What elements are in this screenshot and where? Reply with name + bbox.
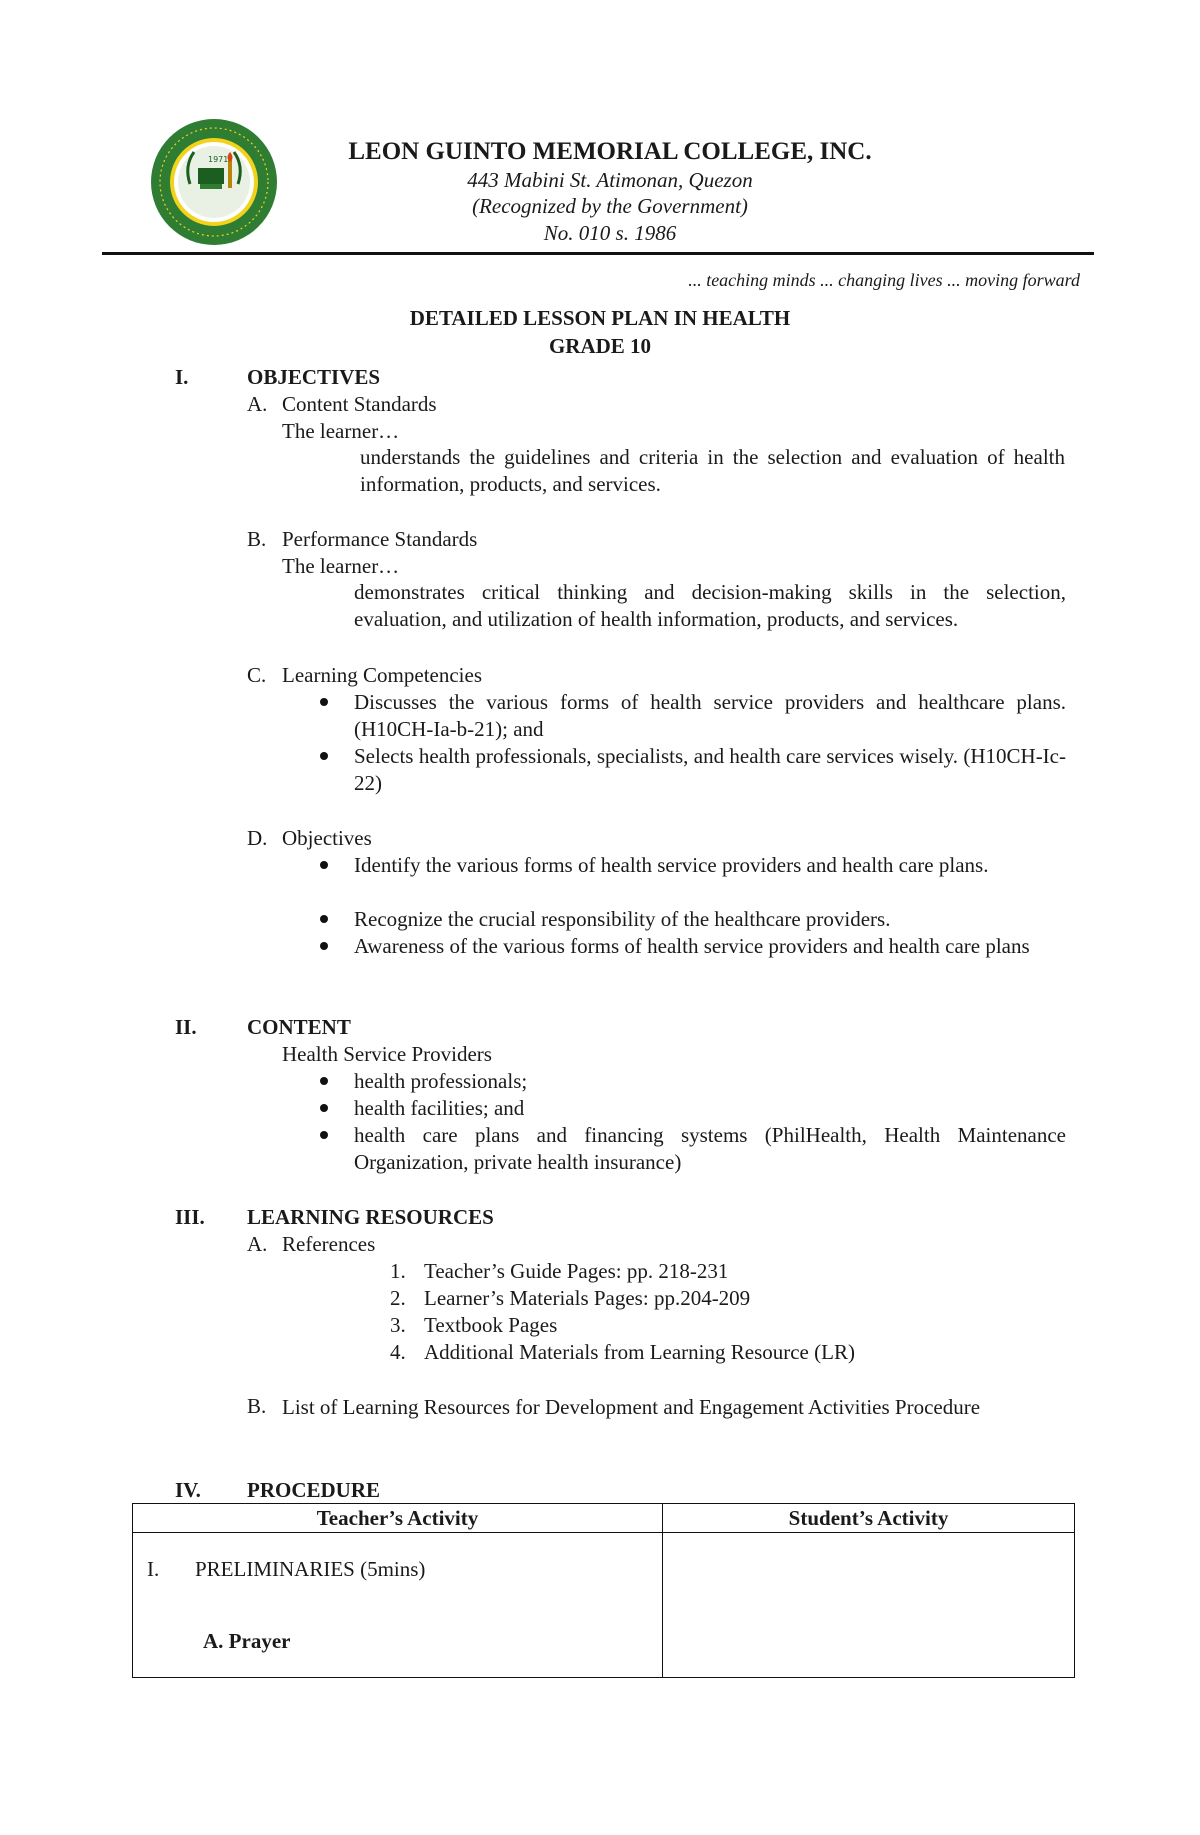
objective-item: Identify the various forms of health service providers and health care plans.	[354, 852, 1066, 879]
objective-item: Awareness of the various forms of health service providers and health care plans	[354, 933, 1066, 960]
item-letter: D.	[247, 826, 268, 850]
section-numeral: III.	[175, 1205, 205, 1229]
item-letter: C.	[247, 663, 267, 687]
row-numeral: I.	[147, 1557, 160, 1581]
learning-competencies-label: Learning Competencies	[282, 663, 483, 687]
reference-item: Additional Materials from Learning Resource (LR)	[424, 1340, 855, 1364]
performance-standards-label: Performance Standards	[282, 527, 478, 551]
reference-item: Teacher’s Guide Pages: pp. 218-231	[424, 1259, 729, 1283]
content-item: health professionals;	[354, 1068, 1066, 1095]
grade-level: GRADE 10	[548, 334, 652, 358]
content-subtitle: Health Service Providers	[282, 1042, 492, 1066]
document-title: DETAILED LESSON PLAN IN HEALTH	[409, 306, 791, 330]
section-numeral: I.	[175, 365, 189, 389]
svg-text:1971: 1971	[208, 155, 229, 164]
college-recognition: (Recognized by the Government)	[472, 194, 748, 218]
performance-standards-intro: The learner…	[282, 554, 400, 578]
objectives-label: Objectives	[282, 826, 372, 850]
preliminaries-title: PRELIMINARIES (5mins)	[195, 1557, 426, 1581]
performance-standards-text: demonstrates critical thinking and decision-making skills in the selection, evaluation, and utilization of health information, products, and services.	[354, 580, 1066, 631]
teacher-activity-cell	[133, 1533, 663, 1678]
section-heading-procedure: PROCEDURE	[247, 1478, 381, 1502]
section-numeral: II.	[175, 1015, 197, 1039]
reference-item: Textbook Pages	[424, 1313, 558, 1337]
procedure-table	[132, 1503, 1075, 1678]
reference-number: 2.	[390, 1286, 406, 1310]
column-header-teacher: Teacher’s Activity	[133, 1504, 663, 1533]
competency-item: Discusses the various forms of health service providers and healthcare plans. (H10CH-Ia-b-21); and	[354, 690, 1066, 741]
section-heading-resources: LEARNING RESOURCES	[247, 1205, 494, 1229]
reference-number: 3.	[390, 1313, 406, 1337]
reference-item: Learner’s Materials Pages: pp.204-209	[424, 1286, 751, 1310]
college-seal-logo	[150, 118, 278, 246]
college-address: 443 Mabini St. Atimonan, Quezon	[467, 168, 753, 192]
resources-list-text: List of Learning Resources for Development and Engagement Activities Procedure	[282, 1395, 981, 1419]
section-heading-content: CONTENT	[247, 1015, 351, 1039]
item-letter: A.	[247, 392, 268, 416]
content-standards-text: understands the guidelines and criteria in the selection and evaluation of health information, products, and services.	[360, 445, 1065, 496]
college-number: No. 010 s. 1986	[543, 221, 677, 245]
objective-item: Recognize the crucial responsibility of the healthcare providers.	[354, 906, 1066, 933]
content-standards-intro: The learner…	[282, 419, 400, 443]
header-divider	[102, 252, 1094, 255]
content-item: health care plans and financing systems (PhilHealth, Health Maintenance Organization, private health insurance)	[354, 1123, 1066, 1174]
reference-number: 4.	[390, 1340, 406, 1364]
content-standards-label: Content Standards	[282, 392, 437, 416]
column-header-student: Student’s Activity	[663, 1504, 1075, 1533]
item-letter: A.	[247, 1232, 268, 1256]
student-activity-cell	[663, 1533, 1075, 1678]
reference-number: 1.	[390, 1259, 406, 1283]
item-letter: B.	[247, 1394, 267, 1418]
prayer-subheading: A. Prayer	[203, 1629, 291, 1653]
content-item: health facilities; and	[354, 1095, 1066, 1122]
section-numeral: IV.	[175, 1478, 201, 1502]
item-letter: B.	[247, 527, 267, 551]
section-heading-objectives: OBJECTIVES	[247, 365, 381, 389]
competency-item: Selects health professionals, specialists, and health care services wisely. (H10CH-Ic-22)	[354, 744, 1066, 795]
college-name: LEON GUINTO MEMORIAL COLLEGE, INC.	[348, 138, 872, 165]
references-label: References	[282, 1232, 376, 1256]
college-motto: ... teaching minds ... changing lives ... moving forward	[688, 270, 1080, 290]
